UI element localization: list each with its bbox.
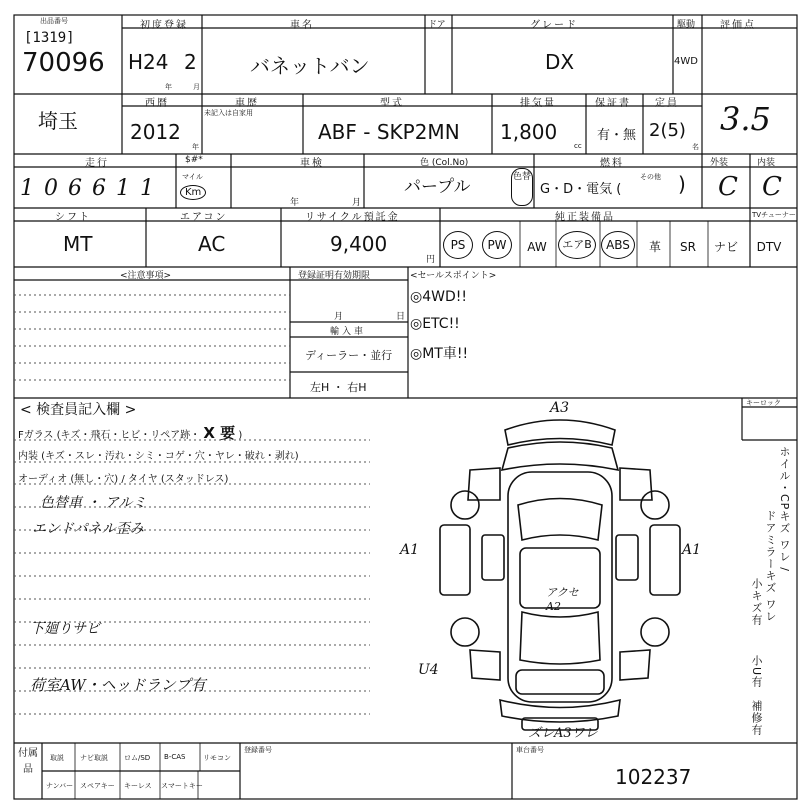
shift-value: MT (63, 232, 93, 256)
attachment-item: 取説 (50, 754, 64, 762)
first-reg-header: 初度登録 (140, 20, 188, 31)
equipment-label: SR (680, 240, 696, 254)
damage-mark: A1 (400, 542, 420, 558)
equipment-label: 革 (648, 240, 661, 254)
first-reg-month: 2 (184, 50, 197, 74)
warranty-header: 保証書 (595, 98, 631, 109)
equipment-label: PW (482, 231, 512, 259)
equipment-label: ABS (601, 231, 635, 259)
capacity-value: 2(5) (649, 120, 686, 141)
year-unit: 年 (165, 83, 172, 91)
car-name: バネットバン (250, 54, 370, 78)
expiry-day-unit: 日 (396, 312, 406, 322)
mileage-digits (20, 176, 164, 201)
attachment-item: リモコン (203, 754, 231, 762)
damage-mark: U4 (418, 662, 439, 678)
chassis-header: 車台番号 (516, 746, 544, 754)
damage-mark: A3 (550, 400, 570, 416)
displacement-value: 1,800 (500, 120, 558, 144)
fuel-close: ) (678, 172, 686, 196)
mileage-digit: 6 (68, 176, 92, 201)
color-value: パープル (404, 177, 471, 197)
attachment-item: スマートキー (161, 782, 203, 790)
key-lock-header: キーロック (746, 399, 781, 407)
region-value: 埼玉 (38, 109, 78, 133)
equipment-label: PS (443, 231, 473, 259)
equipment-label: ナビ (713, 240, 738, 254)
equipment-dtv (754, 236, 784, 255)
capacity-header: 定員 (655, 98, 679, 109)
door-header: ドア (428, 20, 446, 30)
equipment-label: エアB (558, 231, 596, 259)
color-change-mark: 色替 (511, 168, 533, 206)
handwritten-note: エンドパネル歪み (32, 521, 144, 537)
handwritten-note: 下廻りサビ (30, 621, 100, 637)
equipment-leather (640, 236, 670, 255)
attachment-item: キーレス (124, 782, 152, 790)
side-note-line: 小キズ有 (750, 578, 763, 626)
mileage-digit: 0 (44, 176, 68, 201)
equipment-sr (673, 236, 703, 255)
lot-code: [1319] (24, 30, 75, 46)
yen-unit: 円 (426, 255, 436, 265)
attachment-item: スペアキー (80, 782, 115, 790)
expiry-month-unit: 月 (334, 312, 344, 322)
first-reg-era-year: H24 (128, 50, 169, 74)
handwritten-note: 荷室AW・ヘッドランプ有 (30, 676, 206, 694)
recycle-header: リサイクル預託金 (305, 212, 400, 223)
damage-mark: ズレA3ワレ (528, 726, 598, 741)
attachments-header: 付属品 (18, 748, 38, 775)
fuel-other: その他 (640, 173, 661, 181)
exterior-value: C (718, 172, 738, 202)
shift-header: シフト (55, 212, 91, 223)
exterior-header: 外装 (710, 158, 729, 168)
audio-line: オーディオ (無し・穴) / タイヤ (スタッドレス) (18, 474, 229, 485)
ac-value: AC (198, 232, 226, 256)
equipment-label: AW (527, 240, 547, 254)
glass-line-text: Fガラス (キズ・飛石・ヒビ・リペア跡・ (18, 430, 201, 441)
model-header: 型式 (380, 98, 404, 109)
equipment-aw (522, 236, 552, 255)
score-value: 3.5 (720, 100, 771, 138)
western-year-unit: 年 (192, 143, 199, 151)
equipment-abs (601, 231, 635, 259)
model-value: ABF - SKP2MN (318, 120, 460, 144)
expiry-header: 登録証明有効期限 (298, 271, 371, 281)
score-header: 評価点 (720, 20, 756, 31)
ac-header: エアコン (180, 212, 228, 223)
sales-point: ◎ETC!! (410, 316, 460, 332)
sales-point: ◎MT車!! (410, 346, 469, 362)
attachment-item: ナンバー (46, 782, 74, 790)
meter-header: $#* (185, 155, 203, 165)
history-header: 車歴 (235, 98, 259, 109)
interior-line: 内装 (キズ・スレ・汚れ・シミ・コゲ・穴・ヤレ・破れ・剥れ) (18, 451, 299, 462)
side-note-line: ホイル・CPキズ ワレ / (778, 446, 791, 573)
reg-number-header: 登録番号 (244, 746, 272, 754)
equipment-ps (443, 231, 473, 259)
equipment-header: 純正装備品 (555, 212, 615, 223)
lot-header: 出品番号 (40, 17, 68, 25)
chassis-number: 102237 (615, 765, 692, 789)
equipment-airbag (558, 231, 596, 259)
inspection-header: 車検 (300, 158, 324, 169)
tv-tuner-header: TVチューナー (752, 211, 796, 219)
displacement-header: 排気量 (520, 98, 556, 109)
interior-header: 内装 (757, 158, 776, 168)
equipment-navi (711, 236, 741, 255)
fuel-value: G・D・電気 ( (540, 182, 622, 197)
interior-value: C (762, 172, 782, 202)
month-unit: 月 (193, 83, 200, 91)
km-label: Km (180, 185, 206, 200)
mileage-digit: 1 (20, 176, 44, 201)
drive-header: 駆動 (677, 20, 696, 30)
mile-label: マイル (182, 173, 203, 181)
western-year-header: 西暦 (145, 98, 169, 109)
drive-value: 4WD (674, 56, 698, 67)
mileage-digit: 6 (92, 176, 116, 201)
side-note-line: ドアミラーキズ ワレ (764, 510, 777, 623)
western-year: 2012 (130, 120, 181, 144)
lot-number: 70096 (22, 48, 105, 78)
cc-unit: cc (574, 142, 582, 150)
grade-value: DX (545, 50, 575, 74)
color-header: 色 (Col.No) (420, 158, 469, 168)
mileage-header: 走行 (85, 158, 109, 169)
warranty-value: 有・無 (597, 128, 637, 143)
damage-mark: アクセ A2 (546, 586, 579, 613)
mileage-digit: 1 (140, 176, 164, 201)
inspection-month-unit: 月 (352, 198, 362, 208)
sales-point: ◎4WD!! (410, 289, 467, 305)
car-name-header: 車名 (290, 20, 314, 31)
inspector-title: < 検査員記入欄 > (20, 402, 137, 418)
inspection-year-unit: 年 (290, 198, 300, 208)
sales-header: <セールスポイント> (410, 271, 497, 281)
mileage-digit: 1 (116, 176, 140, 201)
grade-header: グレード (530, 20, 578, 31)
side-note-line: 補修有 (750, 700, 763, 736)
handwritten-note: 色替車 ・ アルミ (40, 495, 147, 511)
glass-line (18, 422, 242, 443)
capacity-unit: 名 (692, 143, 699, 151)
equipment-label: DTV (756, 240, 782, 254)
damage-mark: A1 (682, 542, 702, 558)
equipment-pw (482, 231, 512, 259)
caution-header: <注意事項> (120, 271, 172, 281)
steering-option: 左H ・ 右H (310, 381, 367, 394)
attachment-item: ロム/SD (124, 754, 151, 762)
fuel-header: 燃料 (600, 158, 624, 169)
vehicle-diagram (440, 420, 680, 730)
dealer-option: ディーラー・並行 (305, 349, 393, 362)
import-header: 輸入車 (330, 327, 367, 337)
attachment-item: ナビ取説 (80, 754, 108, 762)
attachment-item: B-CAS (164, 753, 186, 761)
glass-mark: X 要 (203, 424, 236, 442)
recycle-value: 9,400 (330, 232, 388, 256)
side-note-line: 小U有 (750, 655, 763, 689)
glass-close: ) (238, 430, 243, 441)
history-note: 未記入は自家用 (204, 109, 253, 117)
